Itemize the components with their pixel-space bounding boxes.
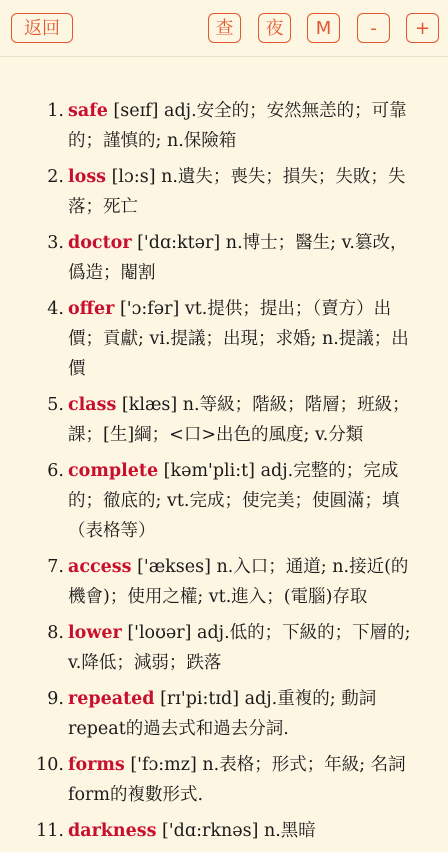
entry-word[interactable]: class [68, 395, 117, 415]
list-item [0, 618, 448, 678]
entry-number: 3. [47, 233, 64, 253]
list-item [0, 96, 448, 156]
entry-word[interactable]: access [68, 557, 132, 577]
list-item [0, 456, 448, 546]
entry-definition: ['dɑ:ktər] n.博士；醫生; v.篡改，僞造；閹割 [68, 233, 408, 283]
word-list-view[interactable] [0, 56, 448, 841]
lookup-button[interactable]: 查 [208, 13, 241, 43]
entry-definition: [lɔ:s] n.遺失；喪失；損失；失敗；失落；死亡 [68, 167, 406, 217]
entry-definition: ['loʊər] adj.低的；下級的；下層的; v.降低；減弱；跌落 [68, 623, 411, 673]
entry-number: 11. [36, 821, 64, 841]
list-item [0, 816, 448, 846]
entry-definition: [seɪf] adj.安全的；安然無恙的；可靠的；謹慎的; n.保險箱 [68, 101, 407, 151]
entry-number: 5. [47, 395, 64, 415]
entry-number: 8. [47, 623, 64, 643]
entry-word[interactable]: loss [68, 167, 107, 187]
list-item [0, 162, 448, 222]
entry-definition: ['fɔ:mz] n.表格；形式；年級; 名詞form的複數形式. [68, 755, 406, 805]
list-item [0, 750, 448, 810]
list-item [0, 228, 448, 288]
list-item [0, 552, 448, 612]
entry-word[interactable]: darkness [68, 821, 157, 841]
entry-definition: [klæs] n.等級；階級；階層；班級；課；[生]綱；<口>出色的風度; v.分類 [68, 395, 410, 445]
entry-definition: ['ɔ:fər] vt.提供；提出；（賣方）出價；貢獻; vi.提議；出現；求婚; n.提議；出價 [68, 299, 409, 379]
mode-m-button[interactable]: M [307, 13, 340, 43]
entry-number: 6. [47, 461, 64, 481]
toolbar [0, 0, 448, 57]
entry-definition: ['ækses] n.入口；通道; n.接近(的機會)；使用之權; vt.進入；(電腦)存取 [68, 557, 409, 607]
entry-number: 4. [47, 299, 64, 319]
entry-word[interactable]: doctor [68, 233, 132, 253]
entry-word[interactable]: safe [68, 101, 108, 121]
font-larger-button[interactable]: + [406, 13, 439, 43]
entry-definition: [rɪ'pi:tɪd] adj.重複的; 動詞repeat的過去式和過去分詞. [68, 689, 377, 739]
list-item [0, 684, 448, 744]
entry-number: 2. [47, 167, 64, 187]
entry-definition: ['dɑ:rknəs] n.黑暗 [156, 821, 316, 841]
font-smaller-button[interactable]: - [357, 13, 390, 43]
entry-word[interactable]: offer [68, 299, 115, 319]
entry-number: 9. [47, 689, 64, 709]
list-item [0, 390, 448, 450]
back-button[interactable]: 返回 [11, 13, 73, 43]
entry-word[interactable]: complete [68, 461, 159, 481]
entry-definition: [kəm'pli:t] adj.完整的；完成的；徹底的; vt.完成；使完美；使圓滿；填（表格等） [68, 461, 400, 541]
entry-number: 1. [47, 101, 64, 121]
entry-word[interactable]: repeated [68, 689, 155, 709]
list-item [0, 294, 448, 384]
entry-number: 10. [36, 755, 64, 775]
entry-word[interactable]: lower [68, 623, 122, 643]
night-mode-button[interactable]: 夜 [258, 13, 291, 43]
word-list [0, 96, 448, 852]
entry-word[interactable]: forms [68, 755, 125, 775]
entry-number: 7. [47, 557, 64, 577]
